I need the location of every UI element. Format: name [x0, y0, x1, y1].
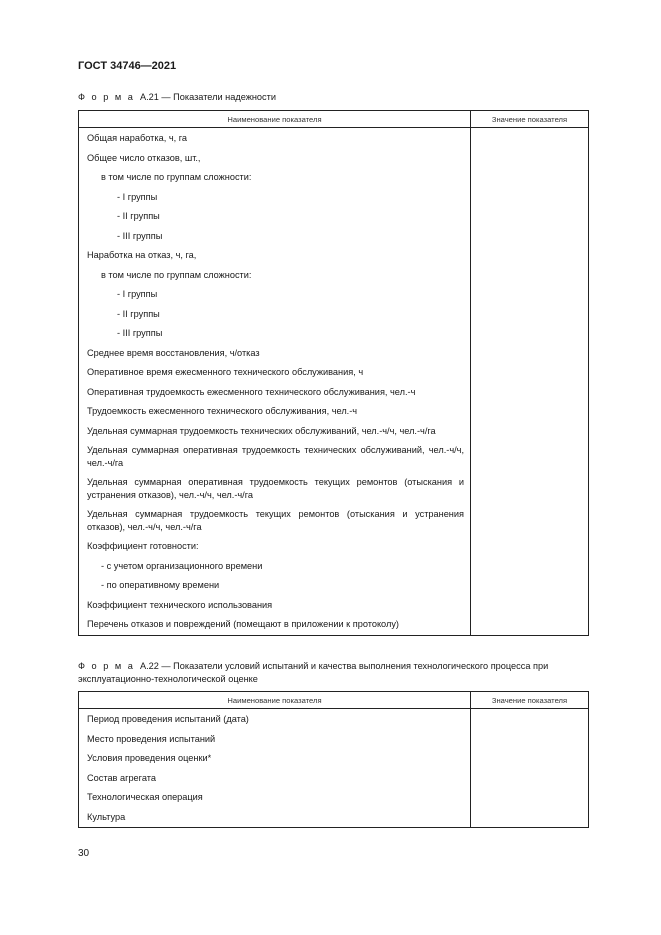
form-a21-caption — [78, 91, 588, 104]
table-row: Условия проведения оценки* — [87, 753, 212, 763]
table-row: Место проведения испытаний — [87, 733, 216, 744]
table-row: Трудоемкость ежесменного технического обслуживания, чел.-ч — [87, 406, 358, 416]
table-row: Удельная суммарная трудоемкость технических обслуживаний, чел.-ч/ч, чел.-ч/га — [87, 425, 436, 436]
table-row: Коэффициент готовности: — [87, 541, 199, 551]
table-row: Оперативное время ежесменного технического обслуживания, ч — [87, 367, 364, 377]
column-header-name: Наименование показателя — [79, 111, 471, 128]
table-row: - II группы — [117, 211, 160, 221]
table-row: Период проведения испытаний (дата) — [87, 714, 249, 724]
table-row: Оперативная трудоемкость ежесменного технического обслуживания, чел.-ч — [87, 386, 416, 397]
table-row: Культура — [87, 811, 126, 822]
table-row: Технологическая операция — [87, 792, 203, 802]
test-conditions-table — [78, 691, 589, 828]
indicator-list — [79, 709, 470, 827]
table-row: Коэффициент технического использования — [87, 599, 273, 610]
table-row: - по оперативному времени — [101, 580, 220, 590]
table-row: Состав агрегата — [87, 772, 156, 783]
value-cell[interactable] — [471, 128, 589, 636]
table-row: Удельная суммарная трудоемкость текущих ремонтов (отыскания и устранения отказов), чел.-ч/ч, чел.-ч/га — [87, 509, 464, 532]
table-row: Перечень отказов и повреждений (помещают в приложении к протоколу) — [87, 619, 399, 629]
table-row: - I группы — [117, 289, 158, 299]
table-row: Общая наработка, ч, га — [87, 133, 187, 143]
table-row: - II группы — [117, 308, 160, 319]
table-row: в том числе по группам сложности: — [101, 172, 252, 182]
table-row: в том числе по группам сложности: — [101, 269, 252, 280]
indicator-list — [79, 128, 470, 635]
table-row: - с учетом организационного времени — [101, 560, 263, 571]
document-header: ГОСТ 34746—2021 — [78, 60, 177, 72]
value-cell[interactable] — [471, 709, 589, 828]
table-row: Наработка на отказ, ч, га, — [87, 250, 197, 260]
column-header-value: Значение показателя — [471, 111, 589, 128]
table-row: Среднее время восстановления, ч/отказ — [87, 347, 260, 358]
table-row: Общее число отказов, шт., — [87, 152, 201, 163]
table-row: Удельная суммарная оперативная трудоемкость технических обслуживаний, чел.-ч/ч, чел.-ч/га — [87, 445, 464, 468]
table-row: - III группы — [117, 328, 163, 338]
table-row: - III группы — [117, 230, 163, 241]
table-row: Удельная суммарная оперативная трудоемкость текущих ремонтов (отыскания и устранения отказов), чел.-ч/ч, чел.-ч/га — [87, 477, 464, 500]
form-caption-text: А.22 — Показатели условий испытаний и качества выполнения технологического процесса при эксплуатационно-технологической оценке — [78, 661, 549, 684]
form-prefix: Ф о р м а — [78, 661, 135, 671]
column-header-value: Значение показателя — [471, 692, 589, 709]
page-number: 30 — [78, 848, 90, 859]
column-header-name: Наименование показателя — [79, 692, 471, 709]
reliability-table — [78, 110, 589, 636]
form-caption-text: А.21 — Показатели надежности — [139, 92, 276, 102]
table-row: - I группы — [117, 191, 158, 202]
form-a22-caption — [78, 660, 588, 686]
form-prefix: Ф о р м а — [78, 92, 135, 102]
